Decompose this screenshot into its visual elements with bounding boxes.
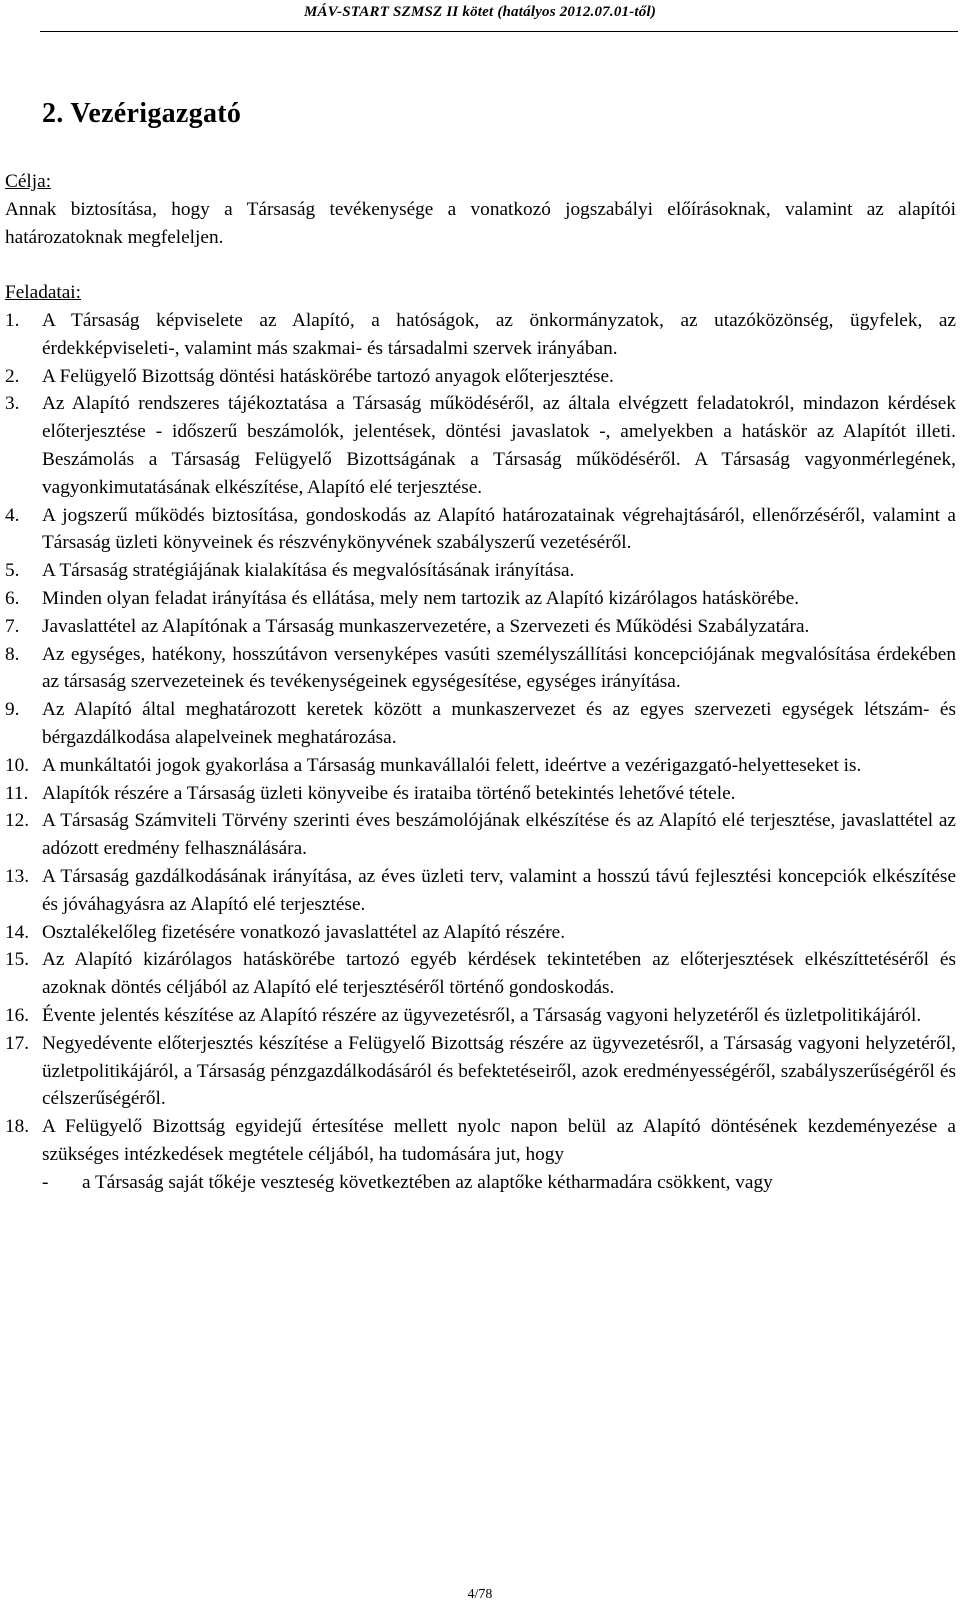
purpose-label-row (5, 168, 956, 196)
item-text: Az Alapító által meghatározott keretek között a munkaszervezet és az egyes szervezeti egységek létszám- és bérgazdálkodása alapelveinek meghatározása. (42, 699, 956, 748)
item-number: 4. (5, 504, 20, 526)
list-item (5, 807, 956, 863)
item-number: 8. (5, 643, 20, 665)
item-number: 18. (5, 1116, 30, 1138)
list-item (5, 1002, 956, 1030)
item-text: A Társaság képviselete az Alapító, a hatóságok, az önkormányzatok, az utazóközönség, ügyfelek, az érdekképviseleti-, valamint más szakmai- és társadalmi szervek irányában. (42, 309, 956, 359)
list-item (5, 307, 956, 363)
document-body (5, 168, 956, 1196)
list-item (5, 1113, 956, 1169)
item-number: 13. (5, 865, 30, 887)
item-number: 9. (5, 699, 20, 721)
item-text: Alapítók részére a Társaság üzleti könyveibe és irataiba történő betekintés lehetővé tétele. (42, 782, 736, 804)
item-text: Negyedévente előterjesztés készítése a Felügyelő Bizottság részére az ügyvezetésről, a Társaság vagyoni helyzetéről, üzletpolitikájáról, a Társaság pénzgazdálkodásáról és befektetéseiről, azok eredményességéről, szabályszerűségéről és célszerűségéről. (42, 1032, 956, 1110)
purpose-label: Célja: (5, 171, 52, 192)
item-text: A Felügyelő Bizottság egyidejű értesítése mellett nyolc napon belül az Alapító döntésének kezdeményezése a szükséges intézkedések megtétele céljából, ha tudomására jut, hogy (42, 1116, 956, 1165)
list-item (5, 390, 956, 501)
item-text: Osztalékelőleg fizetésére vonatkozó javaslattétel az Alapító részére. (42, 921, 566, 943)
item-number: 5. (5, 560, 20, 582)
dash-bullet: - (42, 1171, 49, 1193)
list-item (5, 363, 956, 391)
item-number: 11. (5, 782, 29, 804)
item-text: A munkáltatói jogok gyakorlása a Társaság munkavállalói felett, ideértve a vezérigazgató-helyetteseket is. (42, 754, 862, 776)
item-number: 14. (5, 921, 30, 943)
header-rule (40, 31, 958, 32)
document-header: MÁV-START SZMSZ II kötet (hatályos 2012.07.01-től) (303, 4, 657, 20)
item-text: A Társaság gazdálkodásának irányítása, az éves üzleti terv, valamint a hosszú távú fejlesztési koncepciók elkészítése és jóváhagyásra az Alapító elé terjesztése. (42, 865, 956, 915)
sub-item-text: a Társaság saját tőkéje veszteség következtében az alaptőke kétharmadára csökkent, vagy (82, 1171, 773, 1193)
item-text: Javaslattétel az Alapítónak a Társaság munkaszervezetére, a Szervezeti és Működési Szabályzatára. (42, 615, 810, 637)
item-number: 6. (5, 587, 20, 609)
list-item (5, 696, 956, 752)
list-item (5, 1030, 956, 1113)
paragraph-gap (5, 251, 956, 279)
item-number: 7. (5, 615, 20, 637)
list-item (5, 613, 956, 641)
tasks-label: Feladatai: (5, 282, 82, 304)
item-text: Az egységes, hatékony, hosszútávon versenyképes vasúti személyszállítási koncepciójának megvalósítása érdekében az társaság szervezeteinek és tevékenységeinek egységesítése, egységes irányítása. (42, 643, 956, 693)
list-item (5, 641, 956, 697)
item-text: Évente jelentés készítése az Alapító részére az ügyvezetésről, a Társaság vagyoni helyzetéről és üzletpolitikájáról. (42, 1004, 922, 1026)
item-text: Az Alapító kizárólagos hatáskörébe tartozó egyéb kérdések tekintetében az előterjesztések elkészíttetéséről és azoknak döntés céljából az Alapító elé terjesztéséről történő gondoskodás. (42, 949, 956, 999)
list-item (5, 946, 956, 1002)
item-number: 1. (5, 309, 20, 331)
item-text: Az Alapító rendszeres tájékoztatása a Társaság működéséről, az általa elvégzett feladatokról, mindazon kérdések előterjesztése - időszerű beszámolók, jelentések, döntési javaslatok -, amelyekben a hatáskör az Alapítót illeti. Beszámolás a Társaság Felügyelő Bizottságának a Társaság működéséről. A Társaság vagyonmérlegének, vagyonkimutatásának elkészítése, Alapító elé terjesztése. (42, 393, 956, 498)
section-title: 2. Vezérigazgató (42, 98, 242, 129)
item-text: A Felügyelő Bizottság döntési hatáskörébe tartozó anyagok előterjesztése. (42, 365, 614, 387)
item-number: 15. (5, 949, 30, 971)
item-text: A jogszerű működés biztosítása, gondoskodás az Alapító határozatainak végrehajtásáról, ellenőrzéséről, valamint a Társaság üzleti könyveinek és részvénykönyvének szabályszerű vezetéséről. (42, 504, 956, 554)
list-item (5, 919, 956, 947)
list-item (5, 863, 956, 919)
list-item (5, 557, 956, 585)
item-text: A Társaság Számviteli Törvény szerinti éves beszámolójának elkészítése és az Alapító elé terjesztése, javaslattétel az adózott eredmény felhasználására. (42, 810, 956, 860)
purpose-text: Annak biztosítása, hogy a Társaság tevékenysége a vonatkozó jogszabályi előírásoknak, valamint az alapítói határozatoknak megfeleljen. (5, 198, 956, 248)
list-item (5, 502, 956, 558)
list-item (5, 585, 956, 613)
item-number: 2. (5, 365, 20, 387)
item-number: 12. (5, 810, 30, 832)
item-text: Minden olyan feladat irányítása és ellátása, mely nem tartozik az Alapító kizárólagos hatáskörébe. (42, 587, 800, 609)
item-number: 17. (5, 1032, 30, 1054)
item-text: A Társaság stratégiájának kialakítása és megvalósításának irányítása. (42, 560, 575, 582)
list-item (5, 780, 956, 808)
list-item (5, 752, 956, 780)
tasks-label-row (5, 279, 956, 307)
page-number: 4/78 (467, 1587, 493, 1602)
tasks-list (5, 307, 956, 1169)
sub-list-item (5, 1169, 956, 1197)
item-number: 3. (5, 393, 20, 415)
item-number: 10. (5, 754, 30, 776)
item-number: 16. (5, 1004, 30, 1026)
